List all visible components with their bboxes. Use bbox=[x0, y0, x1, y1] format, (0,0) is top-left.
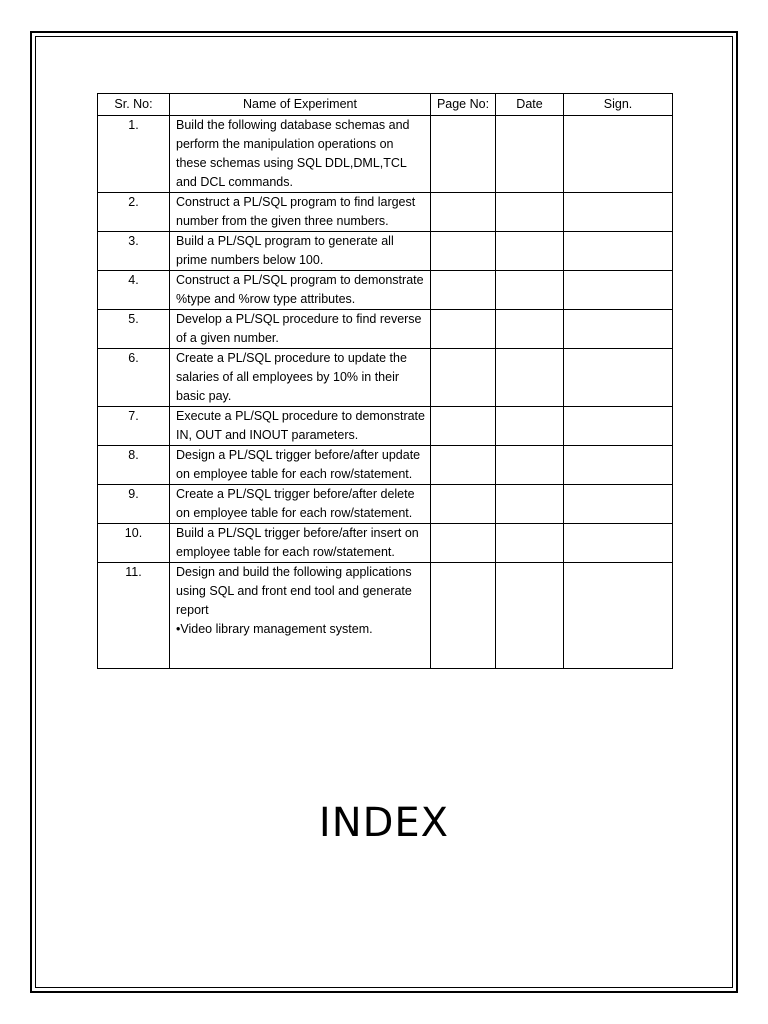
row-sign-cell bbox=[564, 446, 673, 485]
row-sr-no: 10. bbox=[98, 524, 170, 563]
row-date-cell bbox=[496, 524, 564, 563]
row-experiment-name: Create a PL/SQL procedure to update the salaries of all employees by 10% in their basic pay. bbox=[170, 349, 431, 407]
row-date-cell bbox=[496, 349, 564, 407]
row-experiment-name: Develop a PL/SQL procedure to find reverse of a given number. bbox=[170, 310, 431, 349]
row-sign-cell bbox=[564, 524, 673, 563]
row-sr-no: 11. bbox=[98, 563, 170, 669]
row-page-cell bbox=[431, 563, 496, 669]
row-sr-no: 3. bbox=[98, 232, 170, 271]
row-page-cell bbox=[431, 193, 496, 232]
row-page-cell bbox=[431, 116, 496, 193]
row-sr-no: 2. bbox=[98, 193, 170, 232]
table-row bbox=[98, 232, 673, 271]
table-row bbox=[98, 310, 673, 349]
row-experiment-name: Build the following database schemas and perform the manipulation operations on these schemas using SQL DDL,DML,TCL and DCL commands. bbox=[170, 116, 431, 193]
row-date-cell bbox=[496, 446, 564, 485]
table-row bbox=[98, 407, 673, 446]
table-row bbox=[98, 271, 673, 310]
row-date-cell bbox=[496, 116, 564, 193]
row-date-cell bbox=[496, 310, 564, 349]
table-row bbox=[98, 193, 673, 232]
index-table bbox=[97, 93, 673, 669]
row-page-cell bbox=[431, 407, 496, 446]
table-row bbox=[98, 563, 673, 669]
header-page-no: Page No: bbox=[431, 94, 496, 116]
table-header-row bbox=[98, 94, 673, 116]
row-date-cell bbox=[496, 407, 564, 446]
row-date-cell bbox=[496, 232, 564, 271]
row-experiment-name bbox=[170, 563, 431, 669]
row-experiment-text: Design and build the following applications using SQL and front end tool and generate report bbox=[176, 565, 412, 617]
header-sign: Sign. bbox=[564, 94, 673, 116]
row-experiment-bullet: •Video library management system. bbox=[176, 622, 373, 636]
row-sr-no: 6. bbox=[98, 349, 170, 407]
header-name-of-experiment: Name of Experiment bbox=[170, 94, 431, 116]
row-experiment-name: Create a PL/SQL trigger before/after delete on employee table for each row/statement. bbox=[170, 485, 431, 524]
row-sign-cell bbox=[564, 563, 673, 669]
row-date-cell bbox=[496, 271, 564, 310]
row-sign-cell bbox=[564, 407, 673, 446]
row-date-cell bbox=[496, 563, 564, 669]
page-title: INDEX bbox=[318, 800, 450, 846]
row-experiment-name: Construct a PL/SQL program to find largest number from the given three numbers. bbox=[170, 193, 431, 232]
table-row bbox=[98, 349, 673, 407]
row-sign-cell bbox=[564, 271, 673, 310]
row-page-cell bbox=[431, 232, 496, 271]
table-row bbox=[98, 446, 673, 485]
row-sr-no: 9. bbox=[98, 485, 170, 524]
row-page-cell bbox=[431, 310, 496, 349]
row-experiment-name: Build a PL/SQL trigger before/after insert on employee table for each row/statement. bbox=[170, 524, 431, 563]
row-sr-no: 7. bbox=[98, 407, 170, 446]
row-sr-no: 5. bbox=[98, 310, 170, 349]
row-page-cell bbox=[431, 349, 496, 407]
row-sign-cell bbox=[564, 349, 673, 407]
row-sign-cell bbox=[564, 485, 673, 524]
row-sr-no: 1. bbox=[98, 116, 170, 193]
row-sr-no: 8. bbox=[98, 446, 170, 485]
table-row bbox=[98, 116, 673, 193]
row-date-cell bbox=[496, 485, 564, 524]
row-page-cell bbox=[431, 271, 496, 310]
table-row bbox=[98, 485, 673, 524]
row-sign-cell bbox=[564, 116, 673, 193]
row-page-cell bbox=[431, 524, 496, 563]
header-sr-no: Sr. No: bbox=[98, 94, 170, 116]
row-sign-cell bbox=[564, 193, 673, 232]
header-date: Date bbox=[496, 94, 564, 116]
row-date-cell bbox=[496, 193, 564, 232]
row-page-cell bbox=[431, 446, 496, 485]
table-row bbox=[98, 524, 673, 563]
row-experiment-name: Design a PL/SQL trigger before/after update on employee table for each row/statement. bbox=[170, 446, 431, 485]
row-experiment-name: Build a PL/SQL program to generate all prime numbers below 100. bbox=[170, 232, 431, 271]
row-page-cell bbox=[431, 485, 496, 524]
row-sign-cell bbox=[564, 232, 673, 271]
row-sr-no: 4. bbox=[98, 271, 170, 310]
row-sign-cell bbox=[564, 310, 673, 349]
row-experiment-name: Construct a PL/SQL program to demonstrate %type and %row type attributes. bbox=[170, 271, 431, 310]
row-experiment-name: Execute a PL/SQL procedure to demonstrate IN, OUT and INOUT parameters. bbox=[170, 407, 431, 446]
